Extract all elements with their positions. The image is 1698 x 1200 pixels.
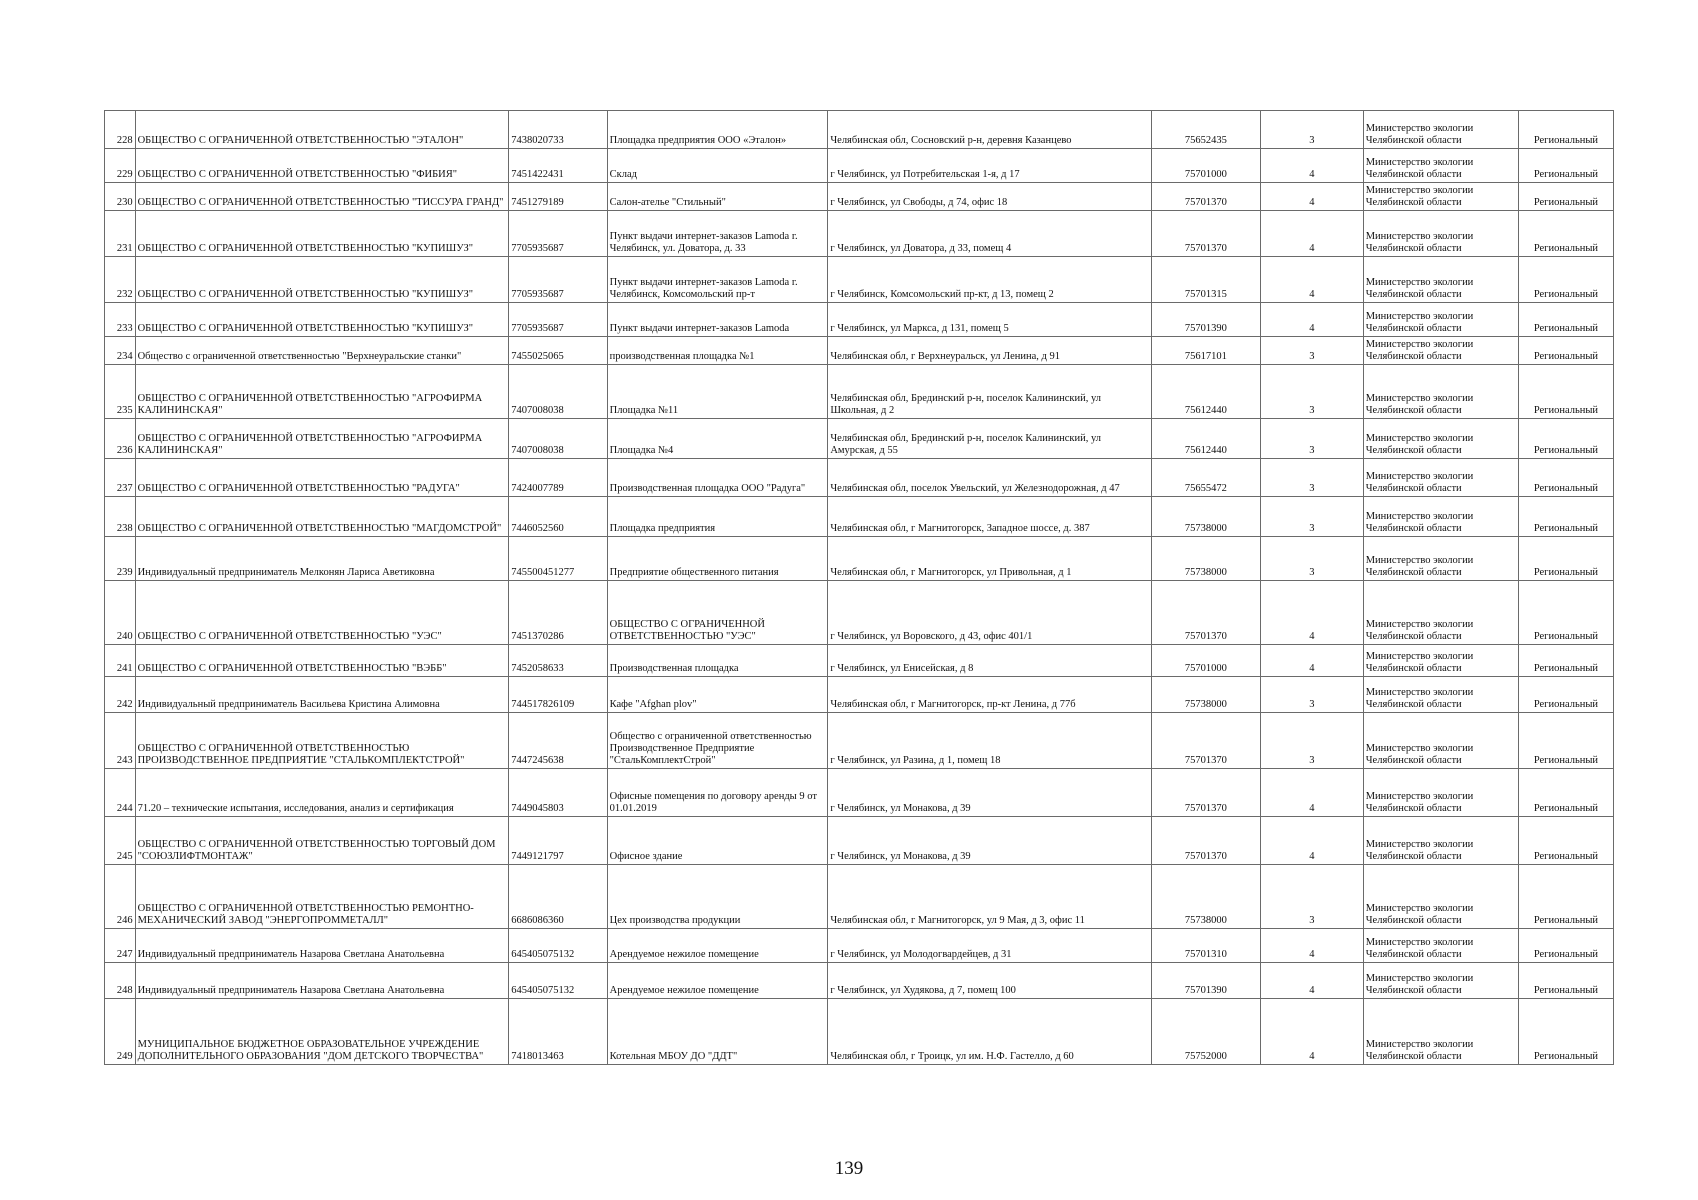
table-row — [105, 713, 1614, 769]
supervising-authority: Министерство экологии Челябинской области — [1363, 817, 1518, 865]
row-number: 238 — [105, 497, 136, 537]
inn-value: 7451422431 — [509, 149, 607, 183]
oktmo-code: 75701370 — [1151, 817, 1260, 865]
supervision-level: Региональный — [1518, 497, 1613, 537]
organization-name: Индивидуальный предприниматель Назарова Светлана Анатольевна — [135, 963, 509, 999]
oktmo-code: 75738000 — [1151, 677, 1260, 713]
supervision-level: Региональный — [1518, 365, 1613, 419]
organization-name: ОБЩЕСТВО С ОГРАНИЧЕННОЙ ОТВЕТСТВЕННОСТЬЮ РЕМОНТНО-МЕХАНИЧЕСКИЙ ЗАВОД "ЭНЕРГОПРОММЕТАЛЛ" — [135, 865, 509, 929]
supervising-authority: Министерство экологии Челябинской области — [1363, 677, 1518, 713]
risk-category: 4 — [1261, 149, 1364, 183]
supervision-level: Региональный — [1518, 817, 1613, 865]
table-row — [105, 183, 1614, 211]
oktmo-code: 75701370 — [1151, 211, 1260, 257]
registry-table — [104, 110, 1614, 1065]
table-row — [105, 769, 1614, 817]
supervising-authority: Министерство экологии Челябинской области — [1363, 111, 1518, 149]
object-name: Общество с ограниченной ответственностью Производственное Предприятие "СтальКомплектСтрой" — [607, 713, 828, 769]
row-number: 249 — [105, 999, 136, 1065]
organization-name: 71.20 – технические испытания, исследования, анализ и сертификация — [135, 769, 509, 817]
object-name: Производственная площадка — [607, 645, 828, 677]
object-name: Пункт выдачи интернет-заказов Lamoda г. Челябинск, ул. Доватора, д. 33 — [607, 211, 828, 257]
risk-category: 4 — [1261, 963, 1364, 999]
row-number: 237 — [105, 459, 136, 497]
supervising-authority: Министерство экологии Челябинской области — [1363, 769, 1518, 817]
oktmo-code: 75738000 — [1151, 497, 1260, 537]
object-name: Пункт выдачи интернет-заказов Lamoda г. Челябинск, Комсомольский пр-т — [607, 257, 828, 303]
risk-category: 4 — [1261, 999, 1364, 1065]
risk-category: 4 — [1261, 929, 1364, 963]
row-number: 248 — [105, 963, 136, 999]
oktmo-code: 75701310 — [1151, 929, 1260, 963]
table-row — [105, 817, 1614, 865]
object-address: Челябинская обл, г Верхнеуральск, ул Ленина, д 91 — [828, 337, 1151, 365]
object-name: Салон-ателье "Стильный" — [607, 183, 828, 211]
risk-category: 4 — [1261, 817, 1364, 865]
object-address: г Челябинск, ул Доватора, д 33, помещ 4 — [828, 211, 1151, 257]
object-name: Цех производства продукции — [607, 865, 828, 929]
object-name: Арендуемое нежилое помещение — [607, 963, 828, 999]
supervising-authority: Министерство экологии Челябинской области — [1363, 581, 1518, 645]
object-address: Челябинская обл, Брединский р-н, поселок Калининский, ул Школьная, д 2 — [828, 365, 1151, 419]
inn-value: 7449121797 — [509, 817, 607, 865]
organization-name: ОБЩЕСТВО С ОГРАНИЧЕННОЙ ОТВЕТСТВЕННОСТЬЮ "ТИССУРА ГРАНД" — [135, 183, 509, 211]
supervising-authority: Министерство экологии Челябинской области — [1363, 459, 1518, 497]
risk-category: 4 — [1261, 303, 1364, 337]
oktmo-code: 75652435 — [1151, 111, 1260, 149]
organization-name: ОБЩЕСТВО С ОГРАНИЧЕННОЙ ОТВЕТСТВЕННОСТЬЮ "ВЭББ" — [135, 645, 509, 677]
row-number: 231 — [105, 211, 136, 257]
object-address: г Челябинск, ул Молодогвардейцев, д 31 — [828, 929, 1151, 963]
risk-category: 4 — [1261, 183, 1364, 211]
row-number: 245 — [105, 817, 136, 865]
risk-category: 3 — [1261, 497, 1364, 537]
inn-value: 7446052560 — [509, 497, 607, 537]
object-address: г Челябинск, Комсомольский пр-кт, д 13, помещ 2 — [828, 257, 1151, 303]
row-number: 233 — [105, 303, 136, 337]
inn-value: 6686086360 — [509, 865, 607, 929]
risk-category: 4 — [1261, 581, 1364, 645]
oktmo-code: 75701315 — [1151, 257, 1260, 303]
supervision-level: Региональный — [1518, 337, 1613, 365]
table-row — [105, 537, 1614, 581]
supervision-level: Региональный — [1518, 645, 1613, 677]
risk-category: 3 — [1261, 337, 1364, 365]
oktmo-code: 75612440 — [1151, 419, 1260, 459]
supervising-authority: Министерство экологии Челябинской области — [1363, 963, 1518, 999]
risk-category: 3 — [1261, 537, 1364, 581]
object-name: Склад — [607, 149, 828, 183]
risk-category: 3 — [1261, 713, 1364, 769]
supervising-authority: Министерство экологии Челябинской области — [1363, 419, 1518, 459]
risk-category: 3 — [1261, 677, 1364, 713]
inn-value: 7455025065 — [509, 337, 607, 365]
inn-value: 7418013463 — [509, 999, 607, 1065]
supervising-authority: Министерство экологии Челябинской области — [1363, 303, 1518, 337]
object-address: г Челябинск, ул Енисейская, д 8 — [828, 645, 1151, 677]
organization-name: ОБЩЕСТВО С ОГРАНИЧЕННОЙ ОТВЕТСТВЕННОСТЬЮ ТОРГОВЫЙ ДОМ "СОЮЗЛИФТМОНТАЖ" — [135, 817, 509, 865]
table-row — [105, 999, 1614, 1065]
risk-category: 4 — [1261, 257, 1364, 303]
object-address: Челябинская обл, Сосновский р-н, деревня Казанцево — [828, 111, 1151, 149]
object-name: Пункт выдачи интернет-заказов Lamoda — [607, 303, 828, 337]
table-row — [105, 211, 1614, 257]
object-address: г Челябинск, ул Маркса, д 131, помещ 5 — [828, 303, 1151, 337]
risk-category: 4 — [1261, 211, 1364, 257]
oktmo-code: 75738000 — [1151, 537, 1260, 581]
inn-value: 7447245638 — [509, 713, 607, 769]
oktmo-code: 75701000 — [1151, 149, 1260, 183]
inn-value: 7705935687 — [509, 211, 607, 257]
table-row — [105, 111, 1614, 149]
oktmo-code: 75701370 — [1151, 713, 1260, 769]
organization-name: Общество с ограниченной ответственностью "Верхнеуральские станки" — [135, 337, 509, 365]
supervision-level: Региональный — [1518, 257, 1613, 303]
table-row — [105, 257, 1614, 303]
supervision-level: Региональный — [1518, 713, 1613, 769]
organization-name: ОБЩЕСТВО С ОГРАНИЧЕННОЙ ОТВЕТСТВЕННОСТЬЮ "УЭС" — [135, 581, 509, 645]
table-row — [105, 149, 1614, 183]
supervision-level: Региональный — [1518, 459, 1613, 497]
organization-name: ОБЩЕСТВО С ОГРАНИЧЕННОЙ ОТВЕТСТВЕННОСТЬЮ "ЭТАЛОН" — [135, 111, 509, 149]
object-name: Площадка №11 — [607, 365, 828, 419]
inn-value: 7452058633 — [509, 645, 607, 677]
inn-value: 645405075132 — [509, 963, 607, 999]
object-name: Площадка предприятия ООО «Эталон» — [607, 111, 828, 149]
inn-value: 7451370286 — [509, 581, 607, 645]
object-name: Офисные помещения по договору аренды 9 от 01.01.2019 — [607, 769, 828, 817]
supervision-level: Региональный — [1518, 111, 1613, 149]
organization-name: ОБЩЕСТВО С ОГРАНИЧЕННОЙ ОТВЕТСТВЕННОСТЬЮ ПРОИЗВОДСТВЕННОЕ ПРЕДПРИЯТИЕ "СТАЛЬКОМПЛЕКТСТРОЙ" — [135, 713, 509, 769]
risk-category: 4 — [1261, 645, 1364, 677]
row-number: 235 — [105, 365, 136, 419]
object-address: Челябинская обл, г Магнитогорск, ул 9 Мая, д 3, офис 11 — [828, 865, 1151, 929]
row-number: 243 — [105, 713, 136, 769]
table-row — [105, 303, 1614, 337]
table-row — [105, 963, 1614, 999]
organization-name: Индивидуальный предприниматель Назарова Светлана Анатольевна — [135, 929, 509, 963]
inn-value: 7705935687 — [509, 303, 607, 337]
row-number: 241 — [105, 645, 136, 677]
table-row — [105, 365, 1614, 419]
oktmo-code: 75655472 — [1151, 459, 1260, 497]
supervision-level: Региональный — [1518, 537, 1613, 581]
supervising-authority: Министерство экологии Челябинской области — [1363, 537, 1518, 581]
organization-name: ОБЩЕСТВО С ОГРАНИЧЕННОЙ ОТВЕТСТВЕННОСТЬЮ "ФИБИЯ" — [135, 149, 509, 183]
object-address: г Челябинск, ул Потребительская 1-я, д 17 — [828, 149, 1151, 183]
row-number: 232 — [105, 257, 136, 303]
table-row — [105, 645, 1614, 677]
supervising-authority: Министерство экологии Челябинской области — [1363, 713, 1518, 769]
table-row — [105, 929, 1614, 963]
supervision-level: Региональный — [1518, 769, 1613, 817]
object-name: Площадка №4 — [607, 419, 828, 459]
page-number: 139 — [834, 1158, 864, 1179]
row-number: 234 — [105, 337, 136, 365]
object-name: Площадка предприятия — [607, 497, 828, 537]
inn-value: 7438020733 — [509, 111, 607, 149]
row-number: 239 — [105, 537, 136, 581]
supervising-authority: Министерство экологии Челябинской области — [1363, 999, 1518, 1065]
supervising-authority: Министерство экологии Челябинской области — [1363, 337, 1518, 365]
oktmo-code: 75701390 — [1151, 303, 1260, 337]
oktmo-code: 75701370 — [1151, 581, 1260, 645]
risk-category: 4 — [1261, 769, 1364, 817]
row-number: 244 — [105, 769, 136, 817]
risk-category: 3 — [1261, 419, 1364, 459]
organization-name: ОБЩЕСТВО С ОГРАНИЧЕННОЙ ОТВЕТСТВЕННОСТЬЮ "АГРОФИРМА КАЛИНИНСКАЯ" — [135, 365, 509, 419]
supervision-level: Региональный — [1518, 149, 1613, 183]
row-number: 229 — [105, 149, 136, 183]
table-row — [105, 497, 1614, 537]
object-name: ОБЩЕСТВО С ОГРАНИЧЕННОЙ ОТВЕТСТВЕННОСТЬЮ "УЭС" — [607, 581, 828, 645]
oktmo-code: 75738000 — [1151, 865, 1260, 929]
table-row — [105, 865, 1614, 929]
object-address: г Челябинск, ул Худякова, д 7, помещ 100 — [828, 963, 1151, 999]
supervision-level: Региональный — [1518, 419, 1613, 459]
organization-name: ОБЩЕСТВО С ОГРАНИЧЕННОЙ ОТВЕТСТВЕННОСТЬЮ "РАДУГА" — [135, 459, 509, 497]
object-name: Котельная МБОУ ДО "ДДТ" — [607, 999, 828, 1065]
oktmo-code: 75612440 — [1151, 365, 1260, 419]
risk-category: 3 — [1261, 865, 1364, 929]
object-address: Челябинская обл, г Магнитогорск, ул Привольная, д 1 — [828, 537, 1151, 581]
supervision-level: Региональный — [1518, 929, 1613, 963]
object-address: Челябинская обл, Брединский р-н, поселок Калининский, ул Амурская, д 55 — [828, 419, 1151, 459]
organization-name: ОБЩЕСТВО С ОГРАНИЧЕННОЙ ОТВЕТСТВЕННОСТЬЮ "КУПИШУЗ" — [135, 257, 509, 303]
inn-value: 7451279189 — [509, 183, 607, 211]
organization-name: Индивидуальный предприниматель Мелконян Лариса Аветиковна — [135, 537, 509, 581]
inn-value: 645405075132 — [509, 929, 607, 963]
row-number: 247 — [105, 929, 136, 963]
inn-value: 745500451277 — [509, 537, 607, 581]
row-number: 236 — [105, 419, 136, 459]
supervision-level: Региональный — [1518, 183, 1613, 211]
oktmo-code: 75752000 — [1151, 999, 1260, 1065]
row-number: 242 — [105, 677, 136, 713]
object-address: Челябинская обл, поселок Увельский, ул Железнодорожная, д 47 — [828, 459, 1151, 497]
organization-name: Индивидуальный предприниматель Васильева Кристина Алимовна — [135, 677, 509, 713]
table-row — [105, 337, 1614, 365]
supervising-authority: Министерство экологии Челябинской области — [1363, 497, 1518, 537]
row-number: 246 — [105, 865, 136, 929]
inn-value: 7705935687 — [509, 257, 607, 303]
object-address: г Челябинск, ул Свободы, д 74, офис 18 — [828, 183, 1151, 211]
organization-name: ОБЩЕСТВО С ОГРАНИЧЕННОЙ ОТВЕТСТВЕННОСТЬЮ "КУПИШУЗ" — [135, 211, 509, 257]
supervising-authority: Министерство экологии Челябинской области — [1363, 865, 1518, 929]
object-name: производственная площадка №1 — [607, 337, 828, 365]
object-address: г Челябинск, ул Монакова, д 39 — [828, 817, 1151, 865]
object-name: Производственная площадка ООО "Радуга" — [607, 459, 828, 497]
object-address: Челябинская обл, г Троицк, ул им. Н.Ф. Гастелло, д 60 — [828, 999, 1151, 1065]
supervision-level: Региональный — [1518, 211, 1613, 257]
supervision-level: Региональный — [1518, 865, 1613, 929]
registry-table-body — [105, 111, 1614, 1065]
object-address: Челябинская обл, г Магнитогорск, Западное шоссе, д. 387 — [828, 497, 1151, 537]
object-name: Предприятие общественного питания — [607, 537, 828, 581]
supervising-authority: Министерство экологии Челябинской области — [1363, 183, 1518, 211]
object-name: Офисное здание — [607, 817, 828, 865]
row-number: 228 — [105, 111, 136, 149]
supervising-authority: Министерство экологии Челябинской области — [1363, 929, 1518, 963]
object-name: Кафе "Afghan plov" — [607, 677, 828, 713]
supervision-level: Региональный — [1518, 677, 1613, 713]
risk-category: 3 — [1261, 365, 1364, 419]
table-row — [105, 581, 1614, 645]
organization-name: ОБЩЕСТВО С ОГРАНИЧЕННОЙ ОТВЕТСТВЕННОСТЬЮ "АГРОФИРМА КАЛИНИНСКАЯ" — [135, 419, 509, 459]
supervising-authority: Министерство экологии Челябинской области — [1363, 211, 1518, 257]
organization-name: МУНИЦИПАЛЬНОЕ БЮДЖЕТНОЕ ОБРАЗОВАТЕЛЬНОЕ УЧРЕЖДЕНИЕ ДОПОЛНИТЕЛЬНОГО ОБРАЗОВАНИЯ "ДОМ ДЕТСКОГО ТВОРЧЕСТВА" — [135, 999, 509, 1065]
oktmo-code: 75701370 — [1151, 769, 1260, 817]
oktmo-code: 75617101 — [1151, 337, 1260, 365]
object-name: Арендуемое нежилое помещение — [607, 929, 828, 963]
supervision-level: Региональный — [1518, 963, 1613, 999]
object-address: г Челябинск, ул Воровского, д 43, офис 401/1 — [828, 581, 1151, 645]
object-address: Челябинская обл, г Магнитогорск, пр-кт Ленина, д 77б — [828, 677, 1151, 713]
table-row — [105, 419, 1614, 459]
oktmo-code: 75701370 — [1151, 183, 1260, 211]
supervision-level: Региональный — [1518, 581, 1613, 645]
inn-value: 7407008038 — [509, 419, 607, 459]
inn-value: 744517826109 — [509, 677, 607, 713]
row-number: 230 — [105, 183, 136, 211]
inn-value: 7424007789 — [509, 459, 607, 497]
oktmo-code: 75701000 — [1151, 645, 1260, 677]
supervising-authority: Министерство экологии Челябинской области — [1363, 365, 1518, 419]
supervising-authority: Министерство экологии Челябинской области — [1363, 149, 1518, 183]
table-row — [105, 459, 1614, 497]
risk-category: 3 — [1261, 111, 1364, 149]
supervising-authority: Министерство экологии Челябинской области — [1363, 645, 1518, 677]
risk-category: 3 — [1261, 459, 1364, 497]
object-address: г Челябинск, ул Разина, д 1, помещ 18 — [828, 713, 1151, 769]
oktmo-code: 75701390 — [1151, 963, 1260, 999]
row-number: 240 — [105, 581, 136, 645]
supervision-level: Региональный — [1518, 303, 1613, 337]
inn-value: 7449045803 — [509, 769, 607, 817]
table-row — [105, 677, 1614, 713]
inn-value: 7407008038 — [509, 365, 607, 419]
supervision-level: Региональный — [1518, 999, 1613, 1065]
organization-name: ОБЩЕСТВО С ОГРАНИЧЕННОЙ ОТВЕТСТВЕННОСТЬЮ "КУПИШУЗ" — [135, 303, 509, 337]
object-address: г Челябинск, ул Монакова, д 39 — [828, 769, 1151, 817]
supervising-authority: Министерство экологии Челябинской области — [1363, 257, 1518, 303]
organization-name: ОБЩЕСТВО С ОГРАНИЧЕННОЙ ОТВЕТСТВЕННОСТЬЮ "МАГДОМСТРОЙ" — [135, 497, 509, 537]
